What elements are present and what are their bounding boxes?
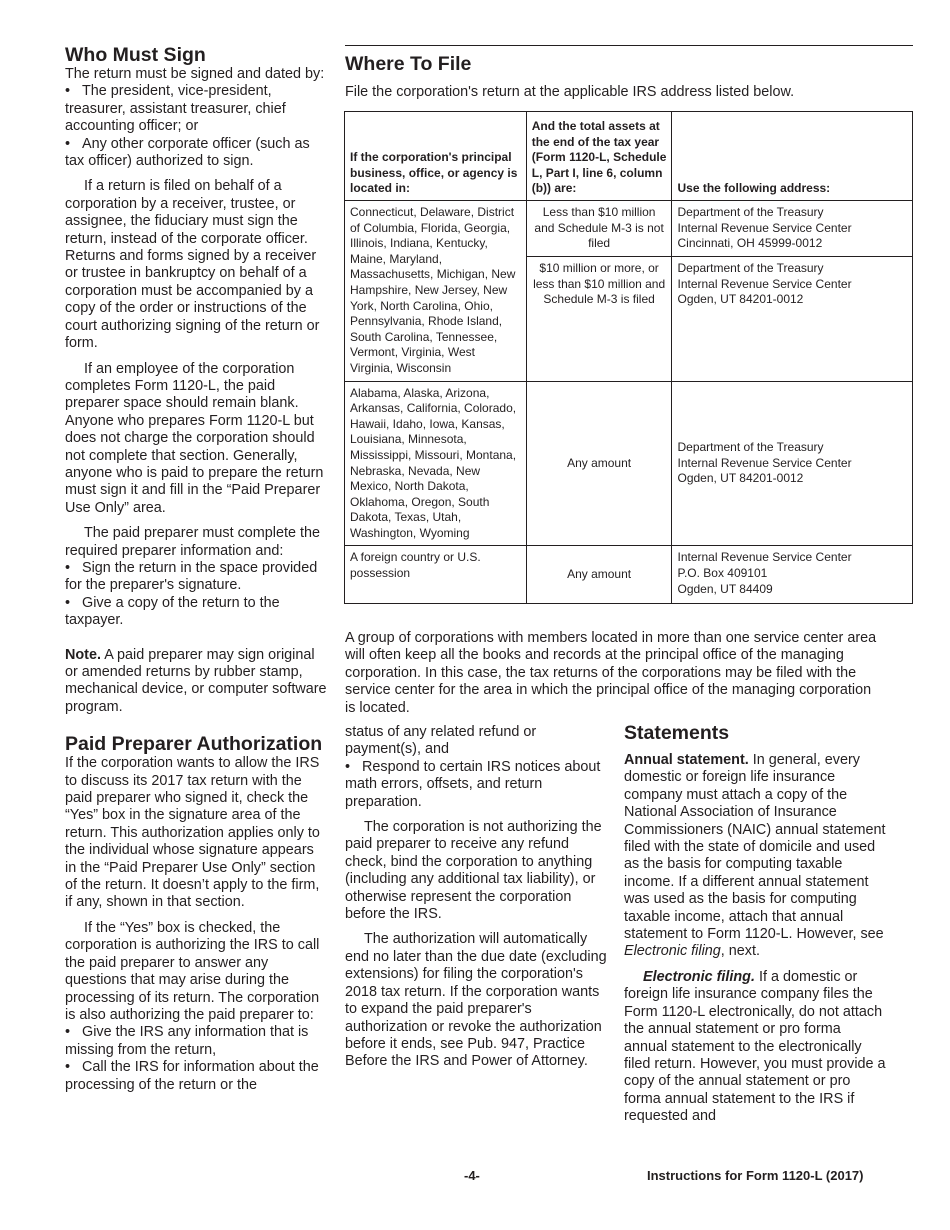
assets-cell: Any amount (526, 381, 672, 546)
paragraph: If a return is filed on behalf of a corporation by a receiver, trustee, or assignee, the fiduciary must sign the return, instead of the corporate officer. Returns and forms signed by a receiver or trustee in bankruptcy on behalf of a corporation must be accompanied by a copy of the order or instructions of the court authorizing signing of the return or form. (65, 178, 320, 352)
list-item: • Give the IRS any information that is missing from the return, (65, 1024, 309, 1058)
states-cell: A foreign country or U.S. possession (345, 546, 527, 604)
electronic-filing-paragraph: Electronic filing. If a domestic or foreign life insurance company files the Form 1120-L electronically, do not attach the annual statement or pro forma annual statement to the electronically filed return. However, you must provide a copy of the annual statement or pro forma annual statement to the IRS if requested and (624, 968, 886, 1125)
form-title-footer: Instructions for Form 1120-L (2017) (647, 1168, 864, 1183)
who-intro: The return must be signed and dated by: (65, 66, 325, 82)
annual-statement-paragraph: Annual statement. In general, every domestic or foreign life insurance company must attach a copy of the National Association of Insurance Commissioners (NAIC) annual statement filed with the state of domicile and used as the basis for computing taxable income. If a different annual statement was used as the basis for computing taxable income, attach that annual statement to Form 1120-L. However, see Electronic filing, next. (624, 752, 886, 960)
address-cell: Internal Revenue Service Center P.O. Box 409101 Ogden, UT 84409 (672, 546, 913, 604)
table-header-row (345, 112, 913, 201)
paragraph: status of any related refund or payment(s), and (345, 724, 537, 758)
paragraph: If the corporation wants to allow the IRS to discuss its 2017 tax return with the paid preparer who signed it, check the “Yes” box in the signature area of the return. This authorization applies only to the individual whose signature appears in the “Paid Preparer Use Only” section of the return. It doesn’t apply to the firm, if any, shown in that section. (65, 755, 320, 911)
paragraph: The authorization will automatically end no later than the due date (excluding extensions) for filing the corporation's 2018 tax return. If the corporation wants to expand the paid preparer's authorization or revoke the authorization before it ends, see Pub. 947, Practice Before the IRS and Power of Attorney. (345, 931, 607, 1070)
list-item: • Respond to certain IRS notices about math errors, offsets, and return preparation. (345, 758, 601, 810)
paragraph: The paid preparer must complete the required preparer information and: (65, 525, 320, 559)
address-cell: Department of the Treasury Internal Revenue Service Center Ogden, UT 84201-0012 (672, 381, 913, 546)
where-intro: File the corporation's return at the applicable IRS address listed below. (345, 84, 795, 100)
list-item: • The president, vice-president, treasurer, assistant treasurer, chief accounting officer; or (65, 83, 286, 135)
assets-cell: $10 million or more, or less than $10 million and Schedule M-3 is filed (526, 257, 672, 382)
where-to-file-heading: Where To File (345, 53, 472, 75)
table-row (345, 381, 913, 546)
note-paragraph: Note. A paid preparer may sign original or amended returns by rubber stamp, mechanical device, or computer software program. (65, 646, 327, 715)
header-assets: And the total assets at the end of the tax year (Form 1120-L, Schedule L, Part I, line 6, column (b)) are: (526, 112, 672, 201)
header-address: Use the following address: (672, 112, 913, 201)
list-item: • Give a copy of the return to the taxpayer. (65, 594, 280, 629)
states-cell: Alabama, Alaska, Arizona, Arkansas, California, Colorado, Hawaii, Idaho, Iowa, Kansas, Louisiana, Minnesota, Mississippi, Missouri, Montana, Nebraska, Nevada, New Mexico, North Dakota, Oklahoma, Oregon, South Dakota, Texas, Utah, Washington, Wyoming (345, 381, 527, 546)
paragraph: The corporation is not authorizing the paid preparer to receive any refund check, bind the corporation to anything (including any additional tax liability), or otherwise represent the corporation before the IRS. (345, 819, 602, 923)
left-column (65, 44, 327, 1094)
middle-column (345, 724, 607, 1071)
list-item: • Any other corporate officer (such as tax officer) authorized to sign. (65, 135, 310, 170)
paragraph: If the “Yes” box is checked, the corporation is authorizing the IRS to call the paid preparer to answer any questions that may arise during the processing of its return. The corporation is also authorizing the paid preparer to: (65, 919, 320, 1023)
address-cell: Department of the Treasury Internal Revenue Service Center Ogden, UT 84201-0012 (672, 257, 913, 382)
list-item: • Sign the return in the space provided for the preparer's signature. (65, 559, 318, 594)
page-number: -4- (464, 1168, 480, 1183)
states-cell: Connecticut, Delaware, District of Columbia, Florida, Georgia, Illinois, Indiana, Kentucky, Maine, Maryland, Massachusetts, Michigan, New Hampshire, New Jersey, New York, North Carolina, Ohio, Pennsylvania, Rhode Island, South Carolina, Tennessee, Vermont, Virginia, West Virginia, Wisconsin (345, 201, 527, 382)
who-must-sign-heading: Who Must Sign (65, 44, 206, 66)
paid-preparer-heading: Paid Preparer Authorization (65, 733, 323, 756)
assets-cell: Less than $10 million and Schedule M-3 is not filed (526, 201, 672, 257)
table-row (345, 546, 913, 604)
section-rule (345, 45, 913, 46)
group-paragraph: A group of corporations with members located in more than one service center area will often keep all the books and records at the principal office of the managing corporation. In this case, the tax returns of the corporations may be filed with the service center for the area in which the principal office of the managing corporation is located. (345, 630, 877, 716)
group-paragraph-block (345, 630, 885, 717)
address-table (344, 111, 913, 604)
table-row (345, 201, 913, 257)
where-to-file-header (345, 53, 913, 101)
address-cell: Department of the Treasury Internal Revenue Service Center Cincinnati, OH 45999-0012 (672, 201, 913, 257)
header-location: If the corporation's principal business, office, or agency is located in: (345, 112, 527, 201)
paragraph: If an employee of the corporation completes Form 1120-L, the paid preparer space should remain blank. Anyone who prepares Form 1120-L but does not charge the corporation should not complete that section. Generally, anyone who is paid to prepare the return must sign it and fill in the “Paid Preparer Use Only” area. (65, 360, 324, 516)
right-column (624, 722, 886, 1126)
assets-cell: Any amount (526, 546, 672, 604)
list-item: • Call the IRS for information about the processing of the return or the (65, 1059, 319, 1093)
statements-heading: Statements (624, 722, 730, 744)
